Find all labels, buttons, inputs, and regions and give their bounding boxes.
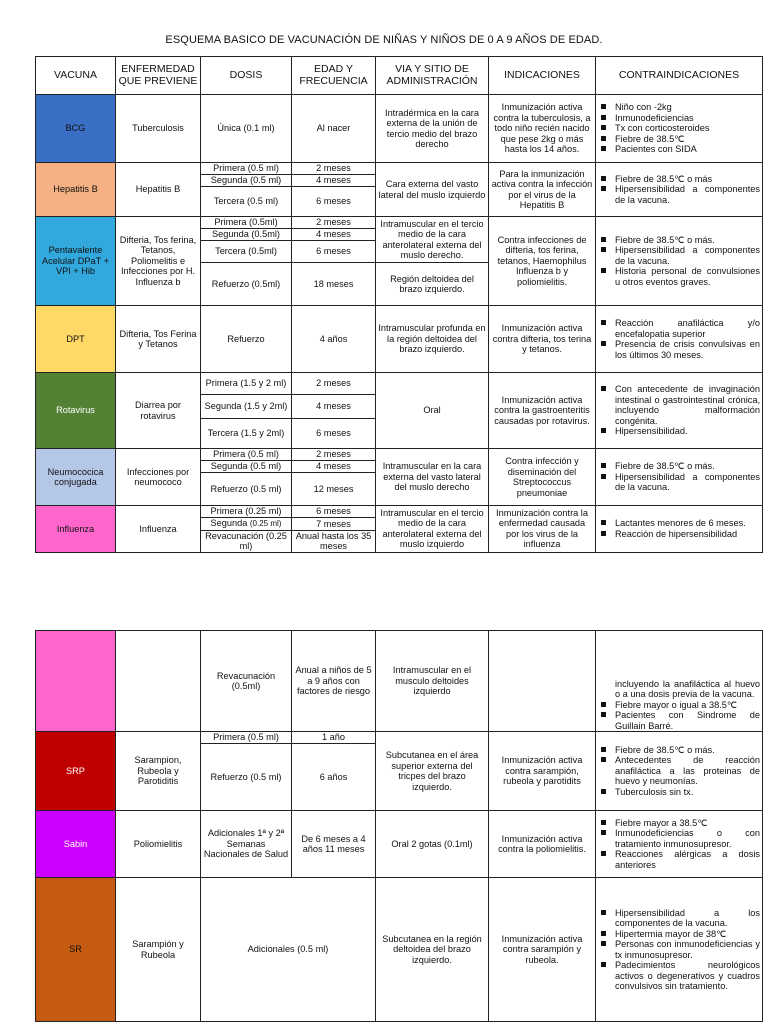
dose: Única (0.1 ml) xyxy=(201,95,292,163)
table-row xyxy=(36,217,763,229)
disease: Sarampión y Rubeola xyxy=(116,878,201,1022)
table-row xyxy=(36,631,763,732)
header-edad: EDAD Y FRECUENCIA xyxy=(292,57,376,95)
route: Subcutanea en la región deltoidea del brazo izquierdo. xyxy=(376,878,489,1022)
contraindications xyxy=(596,217,763,306)
vaccine-name-rotavirus: Rotavirus xyxy=(36,373,116,449)
header-contraindicaciones: CONTRAINDICACIONES xyxy=(596,57,763,95)
header-indicaciones: INDICACIONES xyxy=(489,57,596,95)
list-item: Fiebre de 38.5℃ o más. xyxy=(598,745,760,756)
header-vacuna: VACUNA xyxy=(36,57,116,95)
indications: Para la inmunización activa contra la infección por el virus de la Hepatitis B xyxy=(489,163,596,217)
route: Oral xyxy=(376,373,489,449)
indications: Inmunización activa contra la gastroenteritis causadas por rotavirus. xyxy=(489,373,596,449)
age: 2 meses xyxy=(292,449,376,461)
dose: Segunda (0.5ml) xyxy=(201,229,292,241)
disease: Diarrea por rotavirus xyxy=(116,373,201,449)
list-item: Padecimientos neurológicos activos o degenerativos y cuadros convulsivos sin tratamiento. xyxy=(598,960,760,992)
list-item: Tuberculosis sin tx. xyxy=(598,787,760,798)
age: 6 meses xyxy=(292,419,376,449)
age: De 6 meses a 4 años 11 meses xyxy=(292,811,376,878)
age: Al nacer xyxy=(292,95,376,163)
dose: Primera (0.5 ml) xyxy=(201,163,292,175)
header-enfermedad: ENFERMEDAD QUE PREVIENE xyxy=(116,57,201,95)
indications: Inmunización activa contra sarampión y rubeola. xyxy=(489,878,596,1022)
header-row xyxy=(36,57,763,95)
age: 6 meses xyxy=(292,506,376,518)
vaccine-color-influenza xyxy=(36,631,116,732)
contraindications xyxy=(596,878,763,1022)
contraindications xyxy=(596,449,763,506)
vaccine-name-pentavalente: Pentavalente Acelular DPaT + VPI + Hib xyxy=(36,217,116,306)
dose: Primera (0.5 ml) xyxy=(201,732,292,744)
contraindications xyxy=(596,95,763,163)
list-item: Fiebre de 38.5℃ o más. xyxy=(598,235,760,246)
list-item: Inmunodeficiencias xyxy=(598,113,760,124)
disease: Poliomielitis xyxy=(116,811,201,878)
age: 1 año xyxy=(292,732,376,744)
vaccine-name-sr: SR xyxy=(36,878,116,1022)
list-item: Reacción anafiláctica y/o encefalopatia superior xyxy=(598,318,760,339)
contraindications xyxy=(596,163,763,217)
list-item: Con antecedente de invaginación intestinal o gastrointestinal crónica, incluyendo malformación congénita. xyxy=(598,384,760,426)
list-item: Fiebre de 38.5℃ xyxy=(598,134,760,145)
list-item: Hipersensibilidad a los componentes de la vacuna. xyxy=(598,908,760,929)
route: Intramuscular en el tercio medio de la cara anterolateral externa del muslo izquierdo xyxy=(376,506,489,553)
age: 12 meses xyxy=(292,473,376,506)
list-item: Presencia de crisis convulsivas en los últimos 30 meses. xyxy=(598,339,760,360)
vaccine-name-srp: SRP xyxy=(36,732,116,811)
list-item: Hipersensibilidad. xyxy=(598,426,760,437)
list-item: Inmunodeficiencias o con tratamiento inmunosupresor. xyxy=(598,828,760,849)
route: Subcutanea en el área superior externa del tricpes del brazo izquierdo. xyxy=(376,732,489,811)
disease: Influenza xyxy=(116,506,201,553)
route: Oral 2 gotas (0.1ml) xyxy=(376,811,489,878)
age: 6 meses xyxy=(292,241,376,263)
list-item: Hipersensibilidad a componentes de la vacuna. xyxy=(598,472,760,493)
dose xyxy=(201,518,292,531)
route: Intradérmica en la cara externa de la unión de tercio medio del brazo derecho xyxy=(376,95,489,163)
vaccine-name-sabin: Sabin xyxy=(36,811,116,878)
table-row xyxy=(36,878,763,1022)
dose: Adicionales 1ª y 2ª Semanas Nacionales de Salud xyxy=(201,811,292,878)
list-item: Personas con inmunodeficiencias y tx inmunosupresor. xyxy=(598,939,760,960)
age: 4 años xyxy=(292,306,376,373)
age: 4 meses xyxy=(292,461,376,473)
list-item: Pacientes con Sindrome de Guillain Barré. xyxy=(598,710,760,731)
list-item-continued: incluyendo la anafiláctica al huevo o a una dosis previa de la vacuna. xyxy=(615,678,760,699)
vaccination-table-top xyxy=(35,56,763,553)
age: 2 meses xyxy=(292,217,376,229)
age: 4 meses xyxy=(292,175,376,187)
age: 6 meses xyxy=(292,187,376,217)
age: 4 meses xyxy=(292,229,376,241)
dose: Segunda (0.5 ml) xyxy=(201,461,292,473)
indications: Inmunización activa contra difteria, tos terina y tetanos. xyxy=(489,306,596,373)
indications: Inmunización activa contra la poliomielitis. xyxy=(489,811,596,878)
age: Anual a niños de 5 a 9 años con factores de riesgo xyxy=(292,631,376,732)
indications: Inmunización activa contra la tuberculosis, a todo niño recién nacido que pese 2kg o más hasta los 14 años. xyxy=(489,95,596,163)
list-item: Hipersensibilidad a componentes de la vacuna. xyxy=(598,184,760,205)
list-item: Tx con corticosteroides xyxy=(598,123,760,134)
vaccine-name-influenza: Influenza xyxy=(36,506,116,553)
dose: Segunda (0.5 ml) xyxy=(201,175,292,187)
route: Intramuscular profunda en la región deltoidea del brazo izquierdo. xyxy=(376,306,489,373)
header-via: VIA Y SITIO DE ADMINISTRACIÓN xyxy=(376,57,489,95)
table-row xyxy=(36,95,763,163)
age: 4 meses xyxy=(292,395,376,419)
age: 6 años xyxy=(292,744,376,811)
indications: Contra infecciones de difteria, tos ferina, tetanos, Haemophilus Influenza b y poliomielitis. xyxy=(489,217,596,306)
dose: Adicionales (0.5 ml) xyxy=(201,878,376,1022)
dose: Refuerzo xyxy=(201,306,292,373)
dose: Refuerzo (0.5ml) xyxy=(201,263,292,306)
indications xyxy=(489,631,596,732)
table-row xyxy=(36,506,763,518)
age: 2 meses xyxy=(292,373,376,395)
indications: Inmunización activa contra sarampión, rubeola y parotidits xyxy=(489,732,596,811)
contraindications xyxy=(596,506,763,553)
list-item: Fiebre de 38.5℃ o más. xyxy=(598,461,760,472)
table-row xyxy=(36,306,763,373)
list-item: Historia personal de convulsiones u otros eventos graves. xyxy=(598,266,760,287)
age: 2 meses xyxy=(292,163,376,175)
route: Intramuscular en el musculo deltoides izquierdo xyxy=(376,631,489,732)
indications: Contra infección y diseminación del Streptococcus pneumoniae xyxy=(489,449,596,506)
list-item: Reacciones alérgicas a dosis anteriores xyxy=(598,849,760,870)
page-title: ESQUEMA BASICO DE VACUNACIÓN DE NIÑAS Y NIÑOS DE 0 A 9 AÑOS DE EDAD. xyxy=(165,34,603,46)
route: Cara externa del vasto lateral del muslo izquierdo xyxy=(376,163,489,217)
disease: Infecciones por neumococo xyxy=(116,449,201,506)
dose: Refuerzo (0.5 ml) xyxy=(201,744,292,811)
disease: Difteria, Tos Ferina y Tetanos xyxy=(116,306,201,373)
dose: Tercera (0.5ml) xyxy=(201,241,292,263)
dose: Primera (1.5 y 2 ml) xyxy=(201,373,292,395)
dose-amount: (0.25 ml) xyxy=(249,519,282,528)
dose: Tercera (1.5 y 2ml) xyxy=(201,419,292,449)
route: Intramuscular en el tercio medio de la cara anterolateral externa del muslo derecho. xyxy=(376,217,489,263)
route: Intramuscular en la cara externa del vasto lateral del muslo derecho xyxy=(376,449,489,506)
contraindications xyxy=(596,306,763,373)
table-row xyxy=(36,163,763,175)
route: Región deltoidea del brazo izquierdo. xyxy=(376,263,489,306)
list-item: Pacientes con SIDA xyxy=(598,144,760,155)
list-item: Hipersensibilidad a componentes de la vacuna. xyxy=(598,245,760,266)
vaccination-table-bottom xyxy=(35,630,763,1022)
list-item: Fiebre mayor o igual a 38.5℃ xyxy=(598,700,760,711)
dose-label: Segunda xyxy=(210,518,248,528)
vaccine-name-hepatitis-b: Hepatitis B xyxy=(36,163,116,217)
contraindications xyxy=(596,631,763,732)
contraindications xyxy=(596,732,763,811)
disease: Sarampion, Rubeola y Parotiditis xyxy=(116,732,201,811)
header-dosis: DOSIS xyxy=(201,57,292,95)
dose: Segunda (1.5 y 2ml) xyxy=(201,395,292,419)
dose: Primera (0.5 ml) xyxy=(201,449,292,461)
age: Anual hasta los 35 meses xyxy=(292,530,376,552)
vaccine-name-bcg: BCG xyxy=(36,95,116,163)
dose: Tercera (0.5 ml) xyxy=(201,187,292,217)
list-item: Fiebre mayor a 38.5℃ xyxy=(598,818,760,829)
table-row xyxy=(36,732,763,744)
table-row xyxy=(36,449,763,461)
indications: Inmunización contra la enfermedad causada por los virus de la influenza xyxy=(489,506,596,553)
vaccine-name-neumococica: Neumococica conjugada xyxy=(36,449,116,506)
dose: Primera (0.5ml) xyxy=(201,217,292,229)
list-item: Niño con -2kg xyxy=(598,102,760,113)
contraindications xyxy=(596,811,763,878)
disease: Hepatitis B xyxy=(116,163,201,217)
vaccine-name-dpt: DPT xyxy=(36,306,116,373)
age: 7 meses xyxy=(292,518,376,531)
contraindications xyxy=(596,373,763,449)
list-item: Hipertermia mayor de 38℃ xyxy=(598,929,760,940)
disease: Tuberculosis xyxy=(116,95,201,163)
dose: Refuerzo (0.5 ml) xyxy=(201,473,292,506)
dose: Primera (0.25 ml) xyxy=(201,506,292,518)
disease: Difteria, Tos ferina, Tetanos, Poliomelitis e Infecciones por H. Influenza b xyxy=(116,217,201,306)
table-row xyxy=(36,373,763,395)
table-row xyxy=(36,811,763,878)
dose: Revacunación (0.5ml) xyxy=(201,631,292,732)
dose: Revacunación (0.25 ml) xyxy=(201,530,292,552)
list-item: Fiebre de 38.5℃ o más xyxy=(598,174,760,185)
age: 18 meses xyxy=(292,263,376,306)
disease xyxy=(116,631,201,732)
list-item: Antecedentes de reacción anafiláctica a las proteinas de huevo y neumonías. xyxy=(598,755,760,787)
list-item: Reacción de hipersensibilidad xyxy=(598,529,760,540)
list-item: Lactantes menores de 6 meses. xyxy=(598,518,760,529)
